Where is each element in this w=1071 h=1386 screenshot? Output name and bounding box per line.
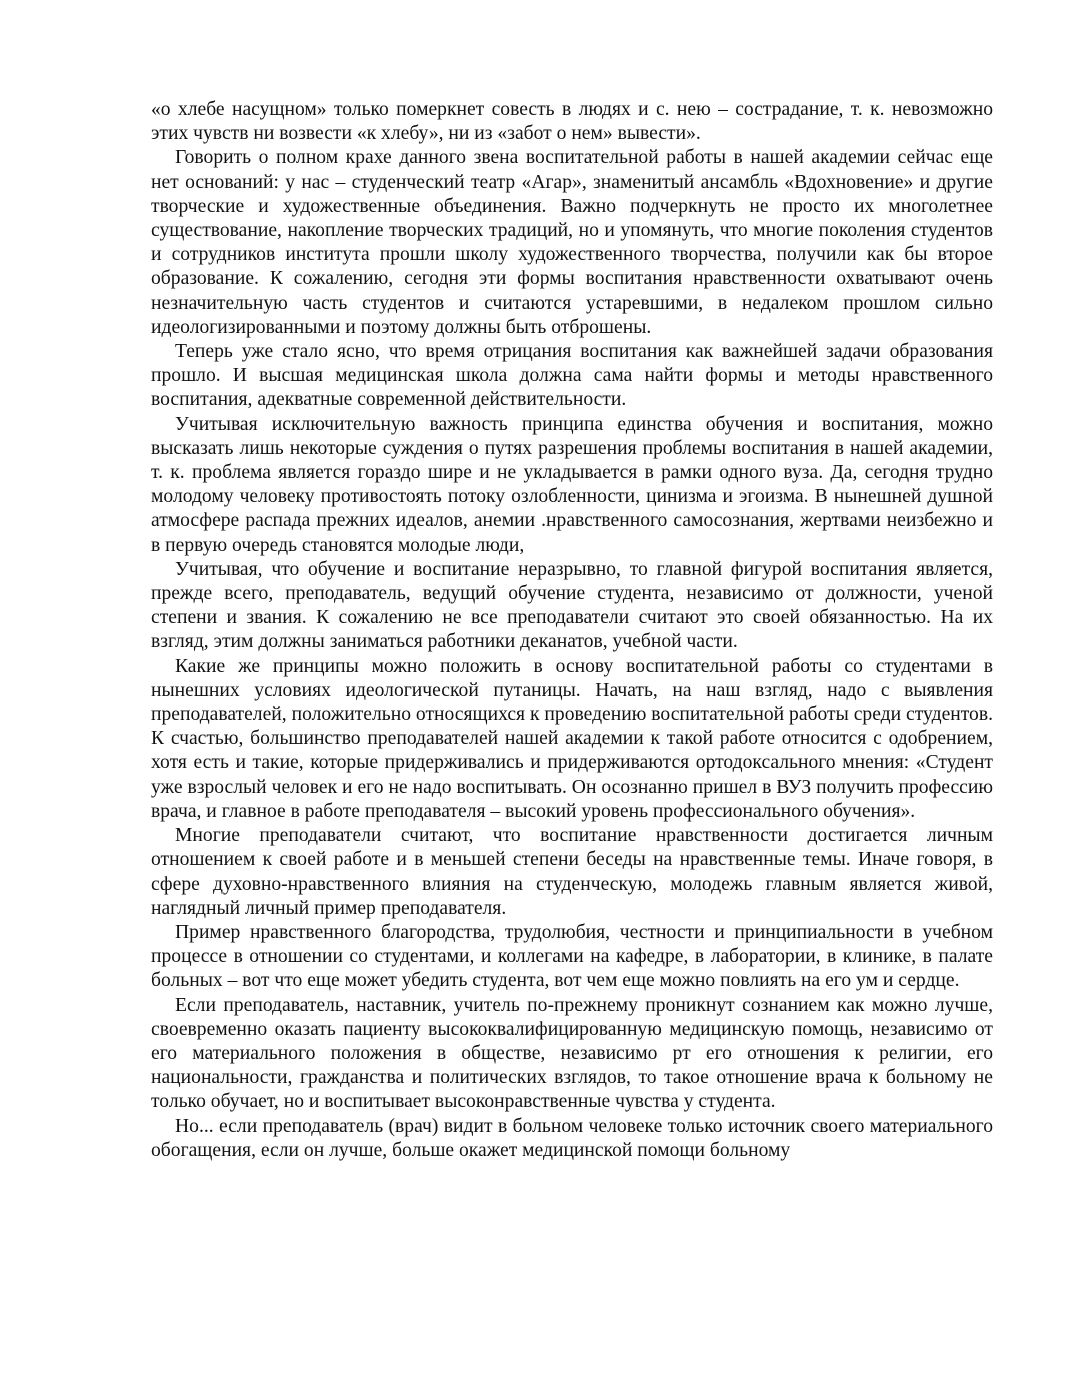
paragraph-theater-ensembles: Говорить о полном крахе данного звена воспитательной работы в нашей академии сейчас еще нет оснований: у нас – студенческий театр «Агар», знаменитый ансамбль «Вдохновение» и другие творческие и художественные объединения. Важно подчеркнуть не просто их многолетнее существование, накопление творческих традиций, но и упомянуть, что многие поколения студентов и сотрудников института прошли школу художественного творчества, получили как бы второе образование. К сожалению, сегодня эти формы воспитания нравственности охватывают очень незначительную часть студентов и считаются устаревшими, в недалеком прошлом сильно идеологизированными и поэтому должны быть отброшены. bbox=[151, 147, 993, 338]
paragraph-personal-example: Многие преподаватели считают, что воспитание нравственности достигается личным отношением к своей работе и в меньшей степени беседы на нравственные темы. Иначе говоря, в сфере духовно-нравственного влияния на студенческую, молодежь главным является живой, наглядный личный пример преподавателя. bbox=[151, 825, 993, 919]
paragraph-moral-example: Пример нравственного благородства, трудолюбия, честности и принципиальности в учебном процессе в отношении со студентами, и коллегами на кафедре, в лаборатории, в клинике, в палате больных – вот что еще может убедить студента, вот чем еще можно повлиять на его ум и сердце. bbox=[151, 921, 993, 992]
paragraph-qualified-care: Если преподаватель, наставник, учитель по-прежнему проникнут сознанием как можно лучше, своевременно оказать пациенту высококвалифицированную медицинскую помощь, независимо от его материального положения в обществе, независимо рт его отношения к религии, его национальности, гражданства и политических взглядов, то такое отношение врача к больному не только обучает, но и воспитывает высоконравственные чувства у студента. bbox=[151, 994, 993, 1113]
document-page bbox=[151, 98, 993, 1163]
paragraph-continuation: «о хлебе насущном» только померкнет совесть в людях и с. нею – сострадание, т. к. невозможно этих чувств ни возвести «к хлебу», ни из «забот о нем» вывести». bbox=[151, 99, 993, 145]
paragraph-material-gain: Но... если преподаватель (врач) видит в больном человеке только источник своего материального обогащения, если он лучше, больше окажет медицинской помощи больному bbox=[151, 1115, 993, 1161]
paragraph-principles: Какие же принципы можно положить в основу воспитательной работы со студентами в нынешних условиях идеологической путаницы. Начать, на наш взгляд, надо с выявления преподавателей, положительно относящихся к проведению воспитательной работы среди студентов. К счастью, большинство преподавателей нашей академии к такой работе относится с одобрением, хотя есть и такие, которые придерживались и придерживаются ортодоксального мнения: «Студент уже взрослый человек и его не надо воспитывать. Он осознанно пришел в ВУЗ получить профессию врача, и главное в работе преподавателя – высокий уровень профессионального обучения». bbox=[151, 655, 993, 822]
paragraph-unity-principle: Учитывая исключительную важность принципа единства обучения и воспитания, можно высказать лишь некоторые суждения о путях разрешения проблемы воспитания в нашей академии, т. к. проблема является гораздо шире и не укладывается в рамки одного вуза. Да, сегодня трудно молодому человеку противостоять потоку озлобленности, цинизма и эгоизма. В нынешней душной атмосфере распада прежних идеалов, анемии .нравственного самосознания, жертвами неизбежно и в первую очередь становятся молодые люди, bbox=[151, 413, 993, 556]
paragraph-teacher-role: Учитывая, что обучение и воспитание неразрывно, то главной фигурой воспитания является, прежде всего, преподаватель, ведущий обучение студента, независимо от должности, ученой степени и звания. К сожалению не все преподаватели считают это своей обязанностью. На их взгляд, этим должны заниматься работники деканатов, учебной части. bbox=[151, 558, 993, 653]
paragraph-education-denial: Теперь уже стало ясно, что время отрицания воспитания как важнейшей задачи образования прошло. И высшая медицинская школа должна сама найти формы и методы нравственного воспитания, адекватные современной действительности. bbox=[151, 341, 993, 411]
